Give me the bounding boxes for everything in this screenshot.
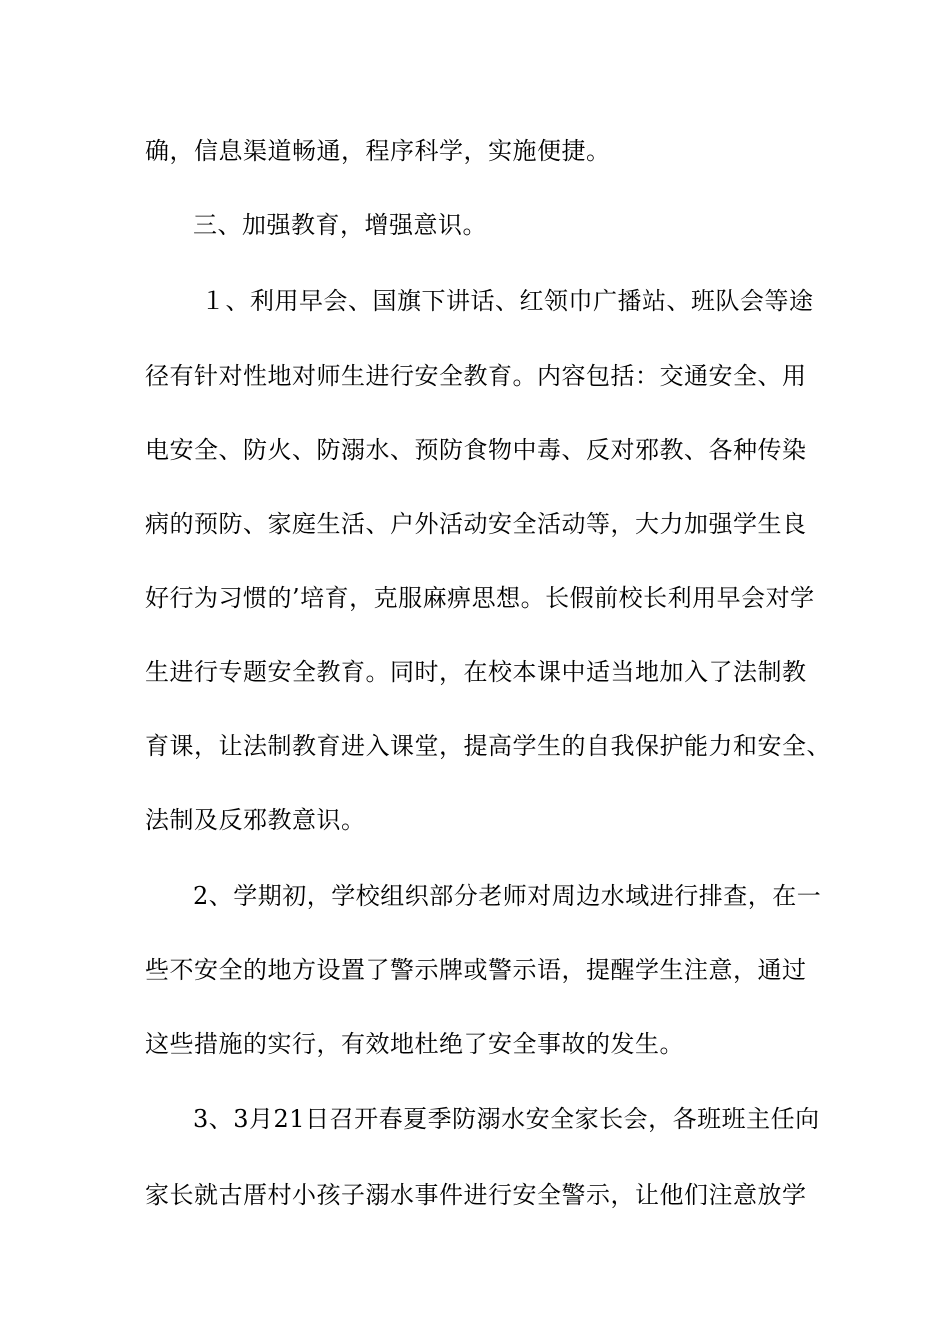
text-line-12: 些不安全的地方设置了警示牌或警示语，提醒学生注意，通过: [145, 956, 807, 984]
text-line-5: 电安全、防火、防溺水、预防食物中毒、反对邪教、各种传染: [145, 436, 807, 464]
section-heading-3: 三、加强教育，增强意识。: [193, 211, 487, 239]
text-line-4: 径有针对性地对师生进行安全教育。内容包括：交通安全、用: [145, 362, 807, 390]
text-line-7: 好行为习惯的’培育，克服麻痹思想。长假前校长利用早会对学: [145, 584, 815, 612]
text-line-item-3-start: 3、3月21日召开春夏季防溺水安全家长会，各班班主任向: [193, 1105, 820, 1133]
text-line-6: 病的预防、家庭生活、户外活动安全活动等，大力加强学生良: [145, 510, 807, 538]
text-line-item-2-start: 2、学期初，学校组织部分老师对周边水域进行排查，在一: [193, 882, 822, 910]
text-line-item-1-start: １、利用早会、国旗下讲话、红领巾广播站、班队会等途: [201, 287, 814, 315]
text-line-9: 育课，让法制教育进入课堂，提高学生的自我保护能力和安全、: [145, 732, 831, 760]
text-line-13: 这些措施的实行，有效地杜绝了安全事故的发生。: [145, 1030, 684, 1058]
text-line-15: 家长就古厝村小孩子溺水事件进行安全警示，让他们注意放学: [145, 1181, 807, 1209]
text-line-10: 法制及反邪教意识。: [145, 806, 366, 834]
text-line-1: 确，信息渠道畅通，程序科学，实施便捷。: [145, 137, 611, 165]
text-line-8: 生进行专题安全教育。同时，在校本课中适当地加入了法制教: [145, 658, 807, 686]
